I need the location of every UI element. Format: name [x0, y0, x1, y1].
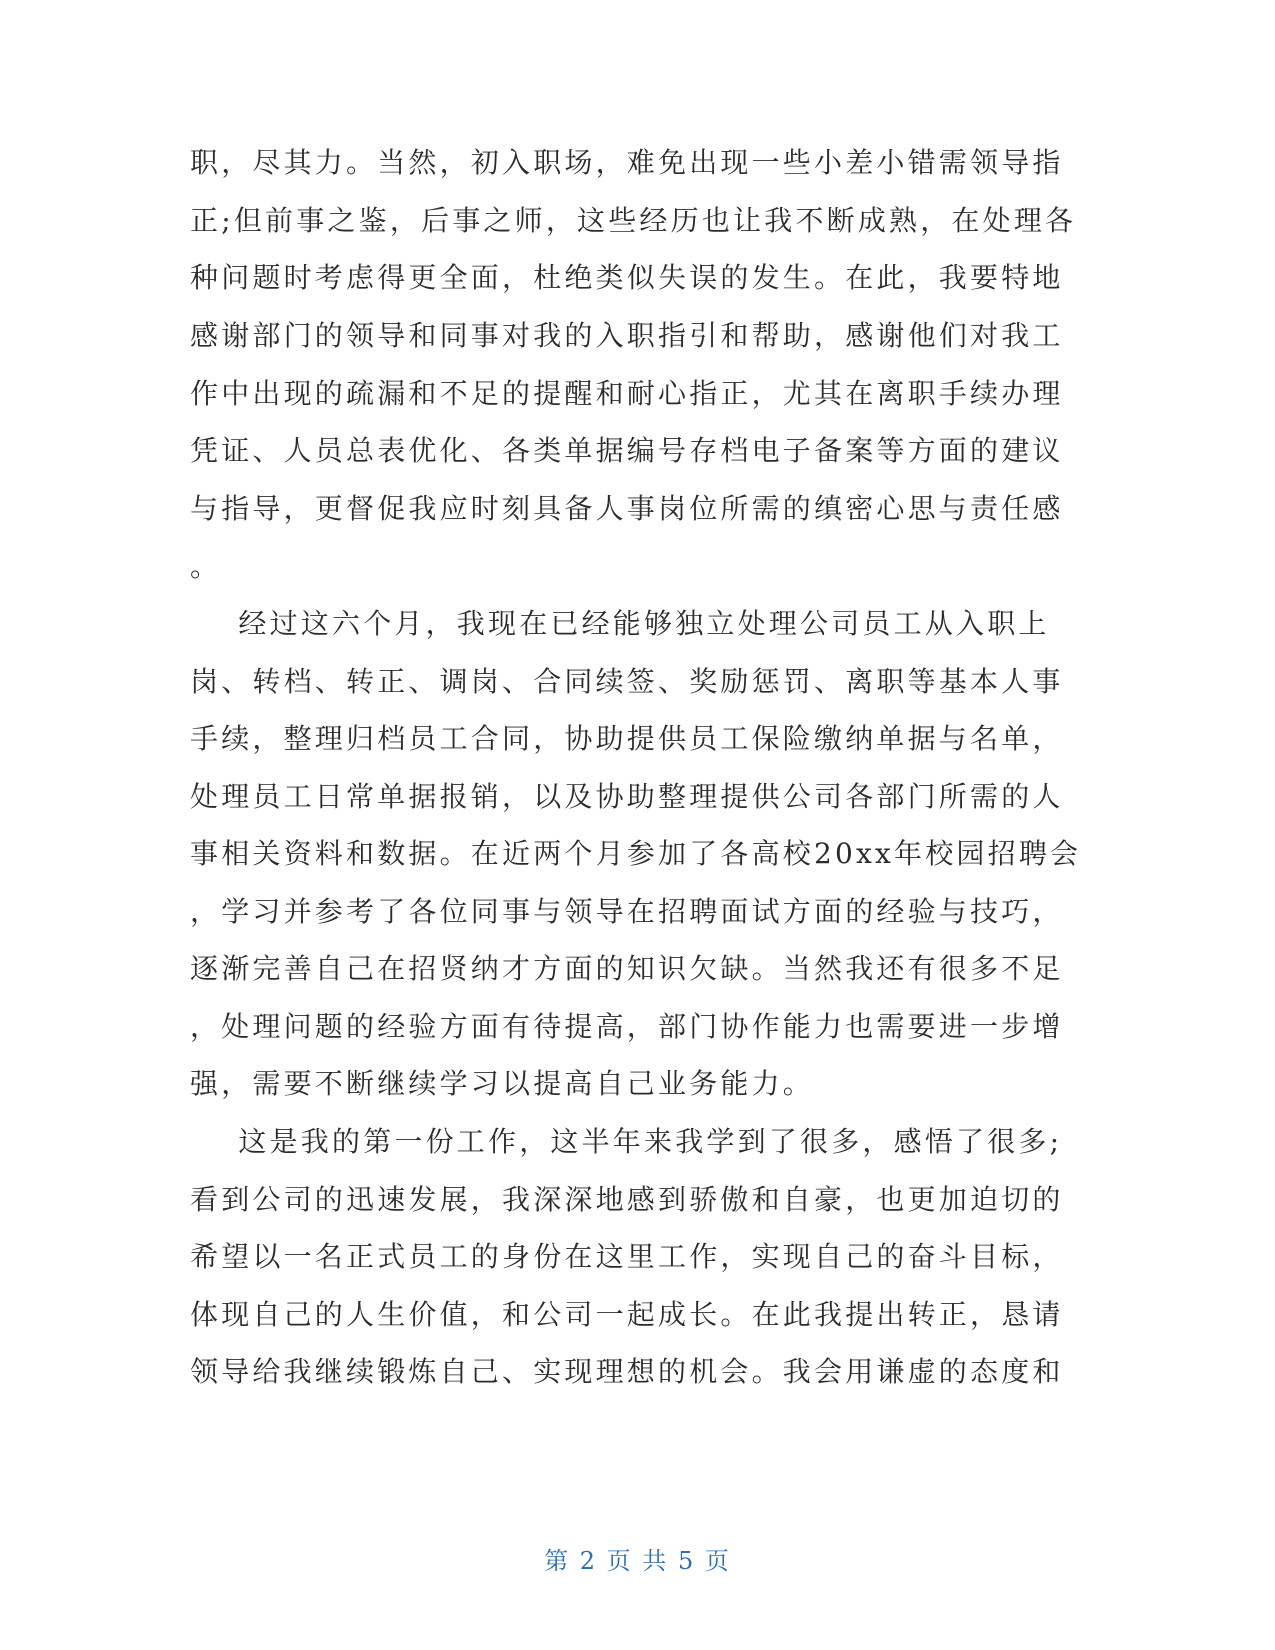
page-number-footer: 第 2 页 共 5 页 [544, 1547, 731, 1575]
text-line: ，处理问题的经验方面有待提高，部门协作能力也需要进一步增 [190, 1010, 1064, 1043]
paragraph-start-line: 这是我的第一份工作，这半年来我学到了很多，感悟了很多; [190, 1125, 1063, 1158]
text-line: 手续，整理归档员工合同，协助提供员工保险缴纳单据与名单， [190, 722, 1064, 755]
text-line: 逐渐完善自己在招贤纳才方面的知识欠缺。当然我还有很多不足 [190, 952, 1064, 985]
text-line: 体现自己的人生价值，和公司一起成长。在此我提出转正，恳请 [190, 1298, 1064, 1331]
text-line: 。 [190, 550, 222, 583]
text-line: 岗、转档、转正、调岗、合同续签、奖励惩罚、离职等基本人事 [190, 665, 1064, 698]
text-line: 事相关资料和数据。在近两个月参加了各高校20xx年校园招聘会 [190, 837, 1082, 870]
text-line: 作中出现的疏漏和不足的提醒和耐心指正，尤其在离职手续办理 [190, 377, 1064, 410]
text-line: 与指导，更督促我应时刻具备人事岗位所需的缜密心思与责任感 [190, 492, 1064, 525]
text-line: 看到公司的迅速发展，我深深地感到骄傲和自豪，也更加迫切的 [190, 1183, 1064, 1216]
text-line: ，学习并参考了各位同事与领导在招聘面试方面的经验与技巧， [190, 895, 1064, 928]
text-line: 希望以一名正式员工的身份在这里工作，实现自己的奋斗目标， [190, 1240, 1064, 1273]
text-line: 强，需要不断继续学习以提高自己业务能力。 [190, 1067, 815, 1100]
text-line: 种问题时考虑得更全面，杜绝类似失误的发生。在此，我要特地 [190, 261, 1064, 294]
text-line: 处理员工日常单据报销，以及协助整理提供公司各部门所需的人 [190, 780, 1064, 813]
text-line: 感谢部门的领导和同事对我的入职指引和帮助，感谢他们对我工 [190, 319, 1064, 352]
text-line: 领导给我继续锻炼自己、实现理想的机会。我会用谦虚的态度和 [190, 1355, 1064, 1388]
paragraph-start-line: 经过这六个月，我现在已经能够独立处理公司员工从入职上 [190, 607, 1050, 640]
text-line: 正;但前事之鉴，后事之师，这些经历也让我不断成熟，在处理各 [190, 204, 1077, 237]
text-line: 凭证、人员总表优化、各类单据编号存档电子备案等方面的建议 [190, 434, 1064, 467]
text-line: 职，尽其力。当然，初入职场，难免出现一些小差小错需领导指 [190, 146, 1064, 179]
